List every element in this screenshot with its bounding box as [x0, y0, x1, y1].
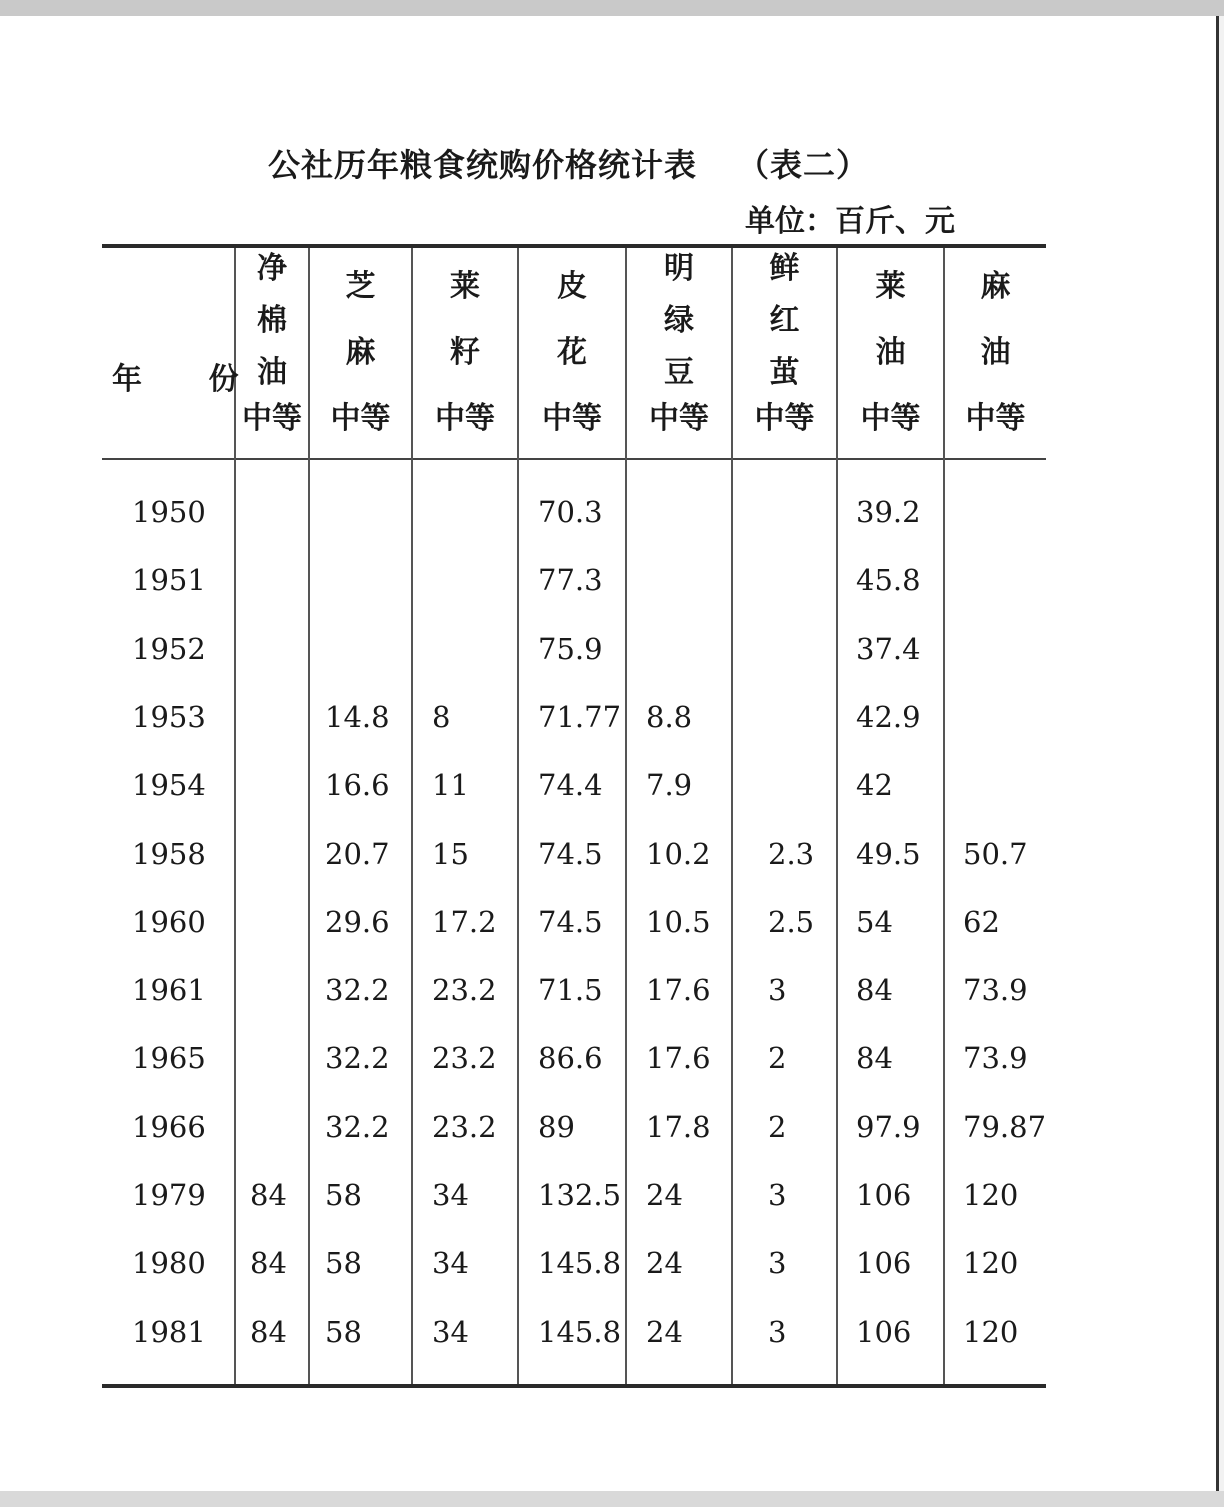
rapeseed-cell: 34	[432, 1178, 469, 1212]
cotton-cell: 86.6	[538, 1041, 603, 1076]
title-text: 公社历年粮食统购价格统计表	[268, 146, 698, 184]
header-char: 净	[257, 251, 287, 286]
header-char: 芝	[345, 269, 376, 304]
header-char: 麻	[980, 269, 1011, 304]
cotton-cell: 89	[538, 1109, 575, 1144]
header-char: 油	[875, 335, 906, 370]
header-sesame	[310, 252, 411, 452]
mung-bean-cell: 10.5	[646, 904, 711, 939]
header-grade: 中等	[860, 401, 921, 436]
table-top-rule	[102, 244, 1046, 248]
year-cell: 1958	[132, 836, 206, 871]
rapeseed-oil-cell: 54	[856, 904, 893, 939]
red-cocoon-cell: 3	[768, 1246, 787, 1281]
right-border	[1216, 16, 1224, 1491]
rapeseed-cell: 23.2	[432, 973, 497, 1008]
header-char: 花	[557, 335, 587, 370]
red-cocoon-cell: 3	[768, 1178, 787, 1212]
year-cell: 1965	[132, 1041, 206, 1076]
mung-bean-cell: 17.8	[646, 1109, 711, 1144]
header-char: 明	[664, 251, 694, 286]
sesame-oil-cell: 120	[963, 1246, 1019, 1281]
header-char: 麻	[345, 335, 376, 370]
sesame-cell: 58	[325, 1178, 362, 1212]
red-cocoon-cell: 2	[768, 1041, 787, 1076]
header-grade: 中等	[965, 401, 1026, 436]
cotton-cell: 74.5	[538, 904, 603, 939]
header-year: 年 份	[112, 362, 267, 397]
sesame-oil-cell: 120	[963, 1314, 1019, 1349]
rapeseed-oil-cell: 49.5	[856, 836, 921, 871]
rapeseed-oil-cell: 97.9	[856, 1109, 921, 1144]
year-cell: 1980	[132, 1246, 206, 1281]
rapeseed-cell: 34	[432, 1314, 469, 1349]
cottonseed-oil-cell: 84	[250, 1314, 287, 1349]
sesame-oil-cell: 62	[963, 904, 1000, 939]
rapeseed-cell: 34	[432, 1246, 469, 1281]
rapeseed-oil-cell: 84	[856, 973, 893, 1008]
header-grade: 中等	[649, 401, 709, 436]
red-cocoon-cell: 3	[768, 973, 787, 1008]
header-rapeseed	[413, 252, 517, 452]
sesame-cell: 58	[325, 1314, 362, 1349]
rapeseed-oil-cell: 84	[856, 1041, 893, 1076]
sesame-oil-cell: 73.9	[963, 1041, 1028, 1076]
header-grade: 中等	[542, 401, 602, 436]
header-char: 皮	[557, 269, 587, 304]
red-cocoon-cell: 3	[768, 1314, 787, 1349]
sesame-cell: 32.2	[325, 973, 390, 1008]
sesame-oil-cell: 50.7	[963, 836, 1028, 871]
mung-bean-cell: 17.6	[646, 1041, 711, 1076]
cotton-cell: 71.5	[538, 973, 603, 1008]
bottom-border	[0, 1491, 1224, 1507]
cotton-cell: 74.5	[538, 836, 603, 871]
mung-bean-cell: 8.8	[646, 699, 693, 734]
cotton-cell: 77.3	[538, 563, 603, 598]
header-char: 鲜	[769, 251, 800, 286]
header-char: 莱	[875, 269, 906, 304]
header-mung-bean	[627, 252, 731, 452]
rapeseed-cell: 23.2	[432, 1109, 497, 1144]
unit-label: 单位：百斤、元	[745, 204, 955, 239]
rapeseed-oil-cell: 106	[856, 1178, 912, 1212]
header-grade: 中等	[242, 401, 302, 436]
rapeseed-cell: 11	[432, 768, 469, 803]
header-char: 红	[769, 303, 800, 338]
mung-bean-cell: 17.6	[646, 973, 711, 1008]
cottonseed-oil-cell: 84	[250, 1178, 287, 1212]
header-red-cocoon	[733, 252, 836, 452]
cotton-cell: 71.77	[538, 699, 622, 734]
sesame-cell: 20.7	[325, 836, 390, 871]
header-cottonseed-oil	[236, 252, 308, 452]
header-cotton	[519, 252, 625, 452]
header-grade: 中等	[330, 401, 391, 436]
sesame-oil-cell: 79.87	[963, 1109, 1047, 1144]
cotton-cell: 70.3	[538, 495, 603, 529]
red-cocoon-cell: 2.5	[768, 904, 815, 939]
year-cell: 1953	[132, 699, 206, 734]
cotton-cell: 75.9	[538, 631, 603, 666]
rapeseed-cell: 23.2	[432, 1041, 497, 1076]
top-border	[0, 0, 1224, 16]
year-cell: 1954	[132, 768, 206, 803]
mung-bean-cell: 24	[646, 1314, 683, 1349]
header-sesame-oil	[945, 252, 1046, 452]
header-char: 油	[980, 335, 1011, 370]
sesame-cell: 29.6	[325, 904, 390, 939]
year-cell: 1951	[132, 563, 206, 598]
header-char: 豆	[664, 355, 694, 390]
sesame-cell: 16.6	[325, 768, 390, 803]
header-char: 籽	[450, 335, 480, 370]
header-char: 油	[257, 355, 287, 390]
rapeseed-oil-cell: 39.2	[856, 495, 921, 529]
header-char: 绿	[664, 303, 694, 338]
header-grade: 中等	[754, 401, 815, 436]
sesame-oil-cell: 73.9	[963, 973, 1028, 1008]
mung-bean-cell: 7.9	[646, 768, 693, 803]
header-char: 莱	[450, 269, 480, 304]
cottonseed-oil-cell: 84	[250, 1246, 287, 1281]
rapeseed-cell: 8	[432, 699, 451, 734]
rapeseed-oil-cell: 42	[856, 768, 893, 803]
sesame-cell: 32.2	[325, 1109, 390, 1144]
table-number: （表二）	[737, 146, 870, 184]
cotton-cell: 145.8	[538, 1246, 622, 1281]
year-cell: 1981	[132, 1314, 206, 1349]
rapeseed-oil-cell: 42.9	[856, 699, 921, 734]
year-cell: 1966	[132, 1109, 206, 1144]
cotton-cell: 132.5	[538, 1178, 622, 1212]
table-title	[268, 140, 869, 186]
mung-bean-cell: 10.2	[646, 836, 711, 871]
sesame-cell: 58	[325, 1246, 362, 1281]
table-bottom-rule	[102, 1384, 1046, 1388]
red-cocoon-cell: 2.3	[768, 836, 815, 871]
rapeseed-oil-cell: 37.4	[856, 631, 921, 666]
rapeseed-cell: 17.2	[432, 904, 497, 939]
rapeseed-oil-cell: 106	[856, 1246, 912, 1281]
sesame-cell: 14.8	[325, 699, 390, 734]
red-cocoon-cell: 2	[768, 1109, 787, 1144]
mung-bean-cell: 24	[646, 1178, 683, 1212]
year-cell: 1961	[132, 973, 206, 1008]
sesame-cell: 32.2	[325, 1041, 390, 1076]
year-cell: 1979	[132, 1178, 206, 1212]
mung-bean-cell: 24	[646, 1246, 683, 1281]
year-cell: 1960	[132, 904, 206, 939]
cotton-cell: 74.4	[538, 768, 603, 803]
header-bottom-rule	[102, 458, 1046, 460]
cotton-cell: 145.8	[538, 1314, 622, 1349]
rapeseed-cell: 15	[432, 836, 469, 871]
rapeseed-oil-cell: 106	[856, 1314, 912, 1349]
year-cell: 1952	[132, 631, 206, 666]
header-grade: 中等	[435, 401, 495, 436]
header-char: 茧	[769, 355, 800, 390]
header-char: 棉	[257, 303, 287, 338]
sesame-oil-cell: 120	[963, 1178, 1019, 1212]
rapeseed-oil-cell: 45.8	[856, 563, 921, 598]
header-rapeseed-oil	[838, 252, 943, 452]
year-cell: 1950	[132, 495, 206, 529]
